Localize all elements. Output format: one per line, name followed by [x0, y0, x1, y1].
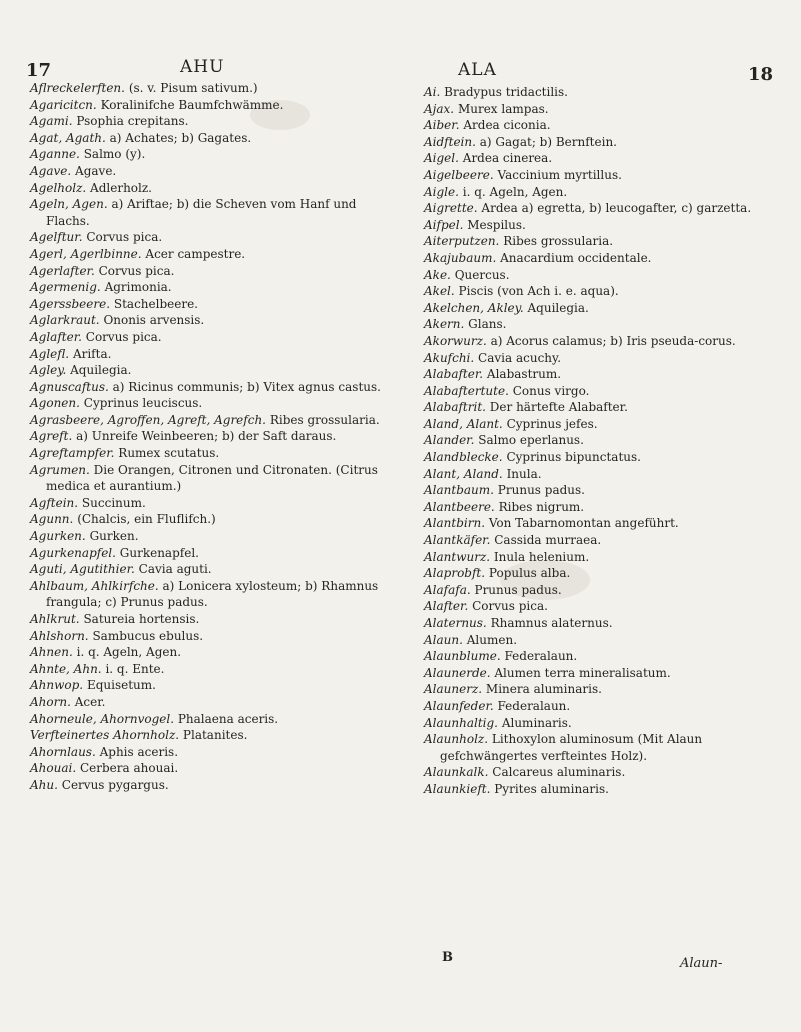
entry-headword: Agerl, Agerlbinne.: [30, 246, 142, 261]
entry-definition: Cervus pygargus.: [61, 777, 169, 792]
dictionary-entry: [30, 263, 400, 280]
dictionary-entry: [424, 316, 784, 333]
dictionary-entry: [30, 246, 400, 263]
page-number-left: 17: [26, 60, 52, 81]
entry-definition: a) Unreife Weinbeeren; b) der Saft daraus.: [76, 429, 337, 444]
entry-headword: Alantkäfer.: [424, 533, 491, 548]
entry-headword: Agreftampfer.: [30, 446, 115, 461]
dictionary-entry: [424, 399, 784, 416]
entry-headword: Alantbirn.: [424, 516, 486, 531]
dictionary-entry: [30, 362, 400, 379]
entry-headword: Ahornlaus.: [30, 744, 96, 759]
dictionary-entry: [424, 432, 784, 449]
entry-definition: Cavia acuchy.: [478, 350, 562, 365]
dictionary-entry: [424, 549, 784, 566]
entry-definition: Federalaun.: [497, 698, 571, 713]
dictionary-entry: [424, 416, 784, 433]
dictionary-entry: [30, 428, 400, 445]
entry-headword: Agelftur.: [30, 230, 83, 245]
entry-definition: i. q. Ente.: [105, 661, 165, 676]
entry-headword: Agurkenapfel.: [30, 545, 116, 560]
entry-headword: Aglarkraut.: [30, 313, 100, 328]
entry-headword: Alaunfeder.: [424, 698, 494, 713]
dictionary-entry: [424, 250, 784, 267]
entry-headword: Aglafter.: [30, 329, 82, 344]
entry-headword: Aganne.: [30, 147, 80, 162]
dictionary-entry: [30, 97, 400, 114]
entry-definition: Ribes grossularia.: [503, 234, 614, 249]
running-head-left: AHU: [180, 57, 225, 77]
dictionary-entry: [424, 233, 784, 250]
entry-definition: Cavia aguti.: [138, 562, 212, 577]
dictionary-entry: [30, 412, 400, 429]
entry-headword: Ahlshorn.: [30, 628, 89, 643]
entry-headword: Aigelbeere.: [424, 167, 494, 182]
entry-headword: Agurken.: [30, 529, 86, 544]
dictionary-entry: [424, 134, 784, 151]
dictionary-entry: [30, 545, 400, 562]
entry-definition: (Chalcis, ein Fluflifch.): [77, 512, 216, 527]
entry-headword: Akelchen, Akley.: [424, 300, 524, 315]
entry-headword: Akorwurz.: [424, 333, 487, 348]
entry-definition: Cyprinus leuciscus.: [83, 396, 203, 411]
entry-headword: Alantbaum.: [424, 483, 494, 498]
entry-definition: Von Tabarnomontan angeführt.: [488, 516, 679, 531]
entry-headword: Ake.: [424, 267, 451, 282]
entry-definition: Acer campestre.: [145, 246, 246, 261]
dictionary-entry: [30, 445, 400, 462]
entry-headword: Agunn.: [30, 512, 74, 527]
dictionary-entry: [424, 217, 784, 234]
entry-definition: Vaccinium myrtillus.: [497, 167, 622, 182]
dictionary-entry: [30, 346, 400, 363]
entry-headword: Aigrette.: [424, 201, 478, 216]
entry-headword: Alandblecke.: [424, 450, 503, 465]
entry-definition: Bradypus tridactilis.: [444, 85, 568, 99]
entry-headword: Alafafa.: [424, 582, 471, 597]
entry-headword: Ahnwop.: [30, 678, 84, 693]
dictionary-entry: [30, 329, 400, 346]
entry-definition: Pyrites aluminaris.: [494, 781, 609, 796]
dictionary-entry: [30, 196, 400, 229]
entry-headword: Aiterputzen.: [424, 234, 500, 249]
entry-headword: Alabaftertute.: [424, 383, 509, 398]
entry-definition: Aquilegia.: [527, 300, 589, 315]
entry-headword: Agley.: [30, 363, 67, 378]
entry-headword: Agami.: [30, 114, 73, 129]
entry-definition: Corvus pica.: [86, 230, 163, 245]
entry-headword: Ajax.: [424, 101, 455, 116]
entry-headword: Agrasbeere, Agroffen, Agreft, Agrefch.: [30, 412, 266, 427]
entry-definition: Agave.: [75, 163, 117, 178]
entry-headword: Aland, Alant.: [424, 416, 503, 431]
dictionary-entry: [424, 665, 784, 682]
entry-headword: Agelholz.: [30, 180, 87, 195]
dictionary-entry: [30, 677, 400, 694]
dictionary-entry: [424, 731, 784, 764]
entry-definition: Alumen terra mineralisatum.: [494, 665, 671, 680]
entry-headword: Agrumen.: [30, 462, 90, 477]
dictionary-entry: [424, 482, 784, 499]
entry-headword: Aglefl.: [30, 346, 70, 361]
entry-definition: Gurken.: [89, 529, 139, 544]
entry-definition: Aphis aceris.: [99, 744, 179, 759]
dictionary-entry: [30, 611, 400, 628]
dictionary-entry: [424, 698, 784, 715]
entry-definition: Murex lampas.: [457, 101, 549, 116]
entry-definition: Populus alba.: [488, 566, 571, 581]
dictionary-entry: [424, 615, 784, 632]
dictionary-entry: [424, 532, 784, 549]
entry-definition: Agrimonia.: [104, 280, 172, 295]
dictionary-entry: [424, 300, 784, 317]
entry-definition: Prunus padus.: [497, 483, 585, 498]
dictionary-entry: [30, 229, 400, 246]
dictionary-entry: [424, 84, 784, 101]
dictionary-entry: [30, 495, 400, 512]
entry-headword: Agnuscaftus.: [30, 379, 109, 394]
entry-definition: Platanites.: [182, 728, 248, 743]
entry-definition: Cassida murraea.: [494, 533, 602, 548]
entry-headword: Agonen.: [30, 396, 80, 411]
signature-mark: B: [442, 950, 453, 965]
dictionary-entry: [424, 101, 784, 118]
entry-headword: Ai.: [424, 85, 441, 99]
dictionary-entry: [30, 644, 400, 661]
dictionary-entry: [424, 499, 784, 516]
dictionary-entry: [424, 350, 784, 367]
entry-definition: Rhamnus alaternus.: [490, 616, 613, 630]
dictionary-entry: [424, 681, 784, 698]
left-column: [30, 80, 400, 794]
entry-headword: Alaunerz.: [424, 682, 483, 697]
entry-definition: Lithoxylon aluminosum (Mit Alaun gefchwängertes verfteintes Holz).: [440, 732, 703, 763]
entry-definition: Calcareus aluminaris.: [492, 765, 626, 780]
dictionary-entry: [424, 283, 784, 300]
dictionary-entry: [424, 598, 784, 615]
entry-definition: a) Ariftae; b) die Scheven vom Hanf und Flachs.: [46, 197, 357, 228]
dictionary-entry: [424, 764, 784, 781]
entry-headword: Agat, Agath.: [30, 130, 106, 145]
entry-definition: Aquilegia.: [70, 363, 132, 378]
entry-headword: Alaunerde.: [424, 665, 491, 680]
dictionary-entry: [424, 200, 784, 217]
dictionary-entry: [30, 279, 400, 296]
entry-headword: Aflreckelerften.: [30, 81, 125, 95]
entry-headword: Ahlkrut.: [30, 612, 80, 626]
entry-headword: Alaun.: [424, 632, 463, 647]
entry-definition: Glans.: [468, 317, 507, 332]
dictionary-entry: [30, 760, 400, 777]
dictionary-entry: [30, 561, 400, 578]
entry-definition: Equisetum.: [86, 678, 156, 693]
entry-headword: Alaunkieft.: [424, 781, 491, 796]
dictionary-entry: [30, 711, 400, 728]
entry-definition: Anacardium occidentale.: [500, 250, 652, 265]
entry-headword: Alantwurz.: [424, 549, 491, 564]
entry-definition: Arifta.: [72, 346, 112, 361]
entry-definition: Mespilus.: [467, 217, 526, 232]
dictionary-entry: [424, 632, 784, 649]
entry-definition: Salmo eperlanus.: [478, 433, 584, 448]
entry-headword: Akern.: [424, 317, 465, 332]
dictionary-entry: [30, 694, 400, 711]
dictionary-entry: [424, 267, 784, 284]
entry-definition: Rumex scutatus.: [118, 446, 220, 461]
entry-definition: Phalaena aceris.: [177, 711, 279, 726]
dictionary-entry: [30, 395, 400, 412]
entry-definition: Psophia crepitans.: [76, 114, 189, 129]
entry-definition: a) Lonicera xylosteum; b) Rhamnus frangula; c) Prunus padus.: [46, 578, 379, 610]
entry-headword: Alander.: [424, 433, 475, 448]
dictionary-entry: [30, 462, 400, 495]
dictionary-entry: [424, 582, 784, 599]
entry-definition: Stachelbeere.: [113, 296, 198, 311]
entry-headword: Ahnte, Ahn.: [30, 661, 102, 676]
entry-definition: Federalaun.: [504, 649, 578, 664]
running-head-right: ALA: [458, 60, 497, 80]
entry-headword: Akel.: [424, 284, 455, 299]
entry-definition: Ribes nigrum.: [498, 499, 585, 514]
entry-headword: Alabaftrit.: [424, 400, 486, 415]
entry-headword: Akufchi.: [424, 350, 475, 365]
entry-definition: Corvus pica.: [85, 329, 162, 344]
entry-headword: Aidftein.: [424, 134, 476, 149]
dictionary-entry: [30, 744, 400, 761]
entry-definition: Cyprinus jefes.: [506, 416, 598, 431]
entry-headword: Ahnen.: [30, 645, 73, 660]
dictionary-entry: [30, 777, 400, 794]
entry-definition: Quercus.: [454, 267, 510, 282]
entry-headword: Ageln, Agen.: [30, 197, 108, 212]
entry-definition: a) Gagat; b) Bernftein.: [479, 134, 617, 149]
dictionary-entry: [424, 715, 784, 732]
dictionary-entry: [30, 379, 400, 396]
entry-definition: a) Ricinus communis; b) Vitex agnus castus.: [112, 379, 381, 394]
entry-definition: i. q. Ageln, Agen.: [462, 184, 568, 199]
dictionary-entry: [30, 628, 400, 645]
entry-definition: Inula helenium.: [493, 549, 590, 564]
entry-definition: Sambucus ebulus.: [92, 628, 204, 643]
entry-headword: Agaricitcn.: [30, 97, 97, 112]
dictionary-entry: [424, 449, 784, 466]
dictionary-entry: [30, 163, 400, 180]
entry-headword: Alafter.: [424, 599, 469, 614]
entry-headword: Alabafter.: [424, 367, 484, 382]
entry-definition: Cerbera ahouai.: [79, 761, 179, 776]
dictionary-entry: [424, 781, 784, 798]
dictionary-entry: [424, 466, 784, 483]
dictionary-entry: [424, 117, 784, 134]
entry-definition: Salmo (y).: [83, 147, 146, 162]
entry-headword: Aifpel.: [424, 217, 464, 232]
dictionary-entry: [30, 727, 400, 744]
entry-headword: Agerssbeere.: [30, 296, 111, 311]
dictionary-entry: [424, 383, 784, 400]
entry-headword: Ahu.: [30, 777, 58, 792]
entry-definition: Alumen.: [466, 632, 518, 647]
entry-definition: (s. v. Pisum sativum.): [128, 81, 258, 95]
entry-definition: Ardea a) egretta, b) leucogafter, c) garzetta.: [481, 201, 752, 216]
entry-definition: Gurkenapfel.: [119, 545, 199, 560]
page-number-right: 18: [748, 64, 774, 85]
entry-headword: Alantbeere.: [424, 499, 495, 514]
dictionary-entry: [30, 528, 400, 545]
dictionary-entry: [424, 648, 784, 665]
entry-definition: Koralinifche Baumfchwämme.: [100, 97, 284, 112]
dictionary-entry: [424, 366, 784, 383]
entry-definition: Ribes grossularia.: [269, 412, 380, 427]
entry-definition: Piscis (von Ach i. e. aqua).: [458, 284, 619, 299]
entry-headword: Ahouai.: [30, 761, 77, 776]
dictionary-entry: [30, 80, 400, 97]
entry-headword: Agreft.: [30, 429, 73, 444]
dictionary-entry: [424, 167, 784, 184]
entry-definition: Ardea cinerea.: [462, 151, 553, 166]
dictionary-entry: [30, 312, 400, 329]
entry-definition: Acer.: [74, 694, 106, 709]
entry-headword: Akajubaum.: [424, 250, 497, 265]
entry-headword: Aguti, Agutithier.: [30, 562, 135, 577]
dictionary-entry: [30, 180, 400, 197]
dictionary-entry: [30, 113, 400, 130]
entry-headword: Aigel.: [424, 151, 459, 166]
entry-definition: Corvus pica.: [472, 599, 548, 614]
entry-headword: Alaprobft.: [424, 566, 486, 581]
dictionary-entry: [424, 515, 784, 532]
right-column: [424, 84, 784, 798]
dictionary-entry: [424, 150, 784, 167]
dictionary-entry: [424, 184, 784, 201]
entry-definition: Minera aluminaris.: [485, 682, 602, 697]
entry-headword: Aigle.: [424, 184, 459, 199]
entry-headword: Aiber.: [424, 118, 460, 133]
entry-definition: Prunus padus.: [474, 582, 562, 597]
dictionary-entry: [30, 578, 400, 611]
entry-definition: Der härtefte Alabafter.: [489, 400, 628, 415]
entry-headword: Ahorneule, Ahornvogel.: [30, 711, 175, 726]
entry-definition: a) Achates; b) Gagates.: [109, 130, 252, 145]
entry-definition: Die Orangen, Citronen und Citronaten. (Citrus medica et aurantium.): [46, 462, 378, 494]
entry-definition: Ononis arvensis.: [103, 313, 205, 328]
dictionary-entry: [424, 565, 784, 582]
entry-definition: Alabastrum.: [486, 367, 562, 382]
dictionary-entry: [30, 296, 400, 313]
entry-headword: Verfteinertes Ahornholz.: [30, 728, 180, 743]
entry-headword: Alaunhaltig.: [424, 715, 498, 730]
entry-headword: Ahlbaum, Ahlkirfche.: [30, 578, 159, 593]
entry-headword: Agermenig.: [30, 280, 101, 295]
catchword: Alaun-: [680, 956, 723, 971]
entry-definition: Corvus pica.: [98, 263, 175, 278]
dictionary-entry: [30, 661, 400, 678]
entry-definition: Ardea ciconia.: [463, 118, 551, 133]
dictionary-entry: [424, 333, 784, 350]
dictionary-entry: [30, 146, 400, 163]
entry-headword: Alaunkalk.: [424, 765, 489, 780]
entry-definition: Inula.: [506, 466, 542, 481]
entry-headword: Agftein.: [30, 495, 79, 510]
dictionary-entry: [30, 130, 400, 147]
entry-headword: Agave.: [30, 163, 72, 178]
entry-headword: Ahorn.: [30, 694, 71, 709]
entry-definition: Adlerholz.: [90, 180, 152, 195]
entry-headword: Alaunblume.: [424, 649, 501, 664]
entry-definition: i. q. Ageln, Agen.: [76, 645, 182, 660]
entry-headword: Agerlafter.: [30, 263, 95, 278]
entry-headword: Alant, Aland.: [424, 466, 503, 481]
entry-definition: Aluminaris.: [501, 715, 572, 730]
entry-definition: Succinum.: [81, 495, 146, 510]
entry-headword: Alaternus.: [424, 616, 487, 630]
entry-headword: Alaunholz.: [424, 732, 489, 747]
entry-definition: Satureia hortensis.: [83, 612, 200, 626]
entry-definition: Cyprinus bipunctatus.: [506, 450, 641, 465]
entry-definition: a) Acorus calamus; b) Iris pseuda-corus.: [490, 333, 736, 348]
entry-definition: Conus virgo.: [512, 383, 590, 398]
dictionary-entry: [30, 511, 400, 528]
